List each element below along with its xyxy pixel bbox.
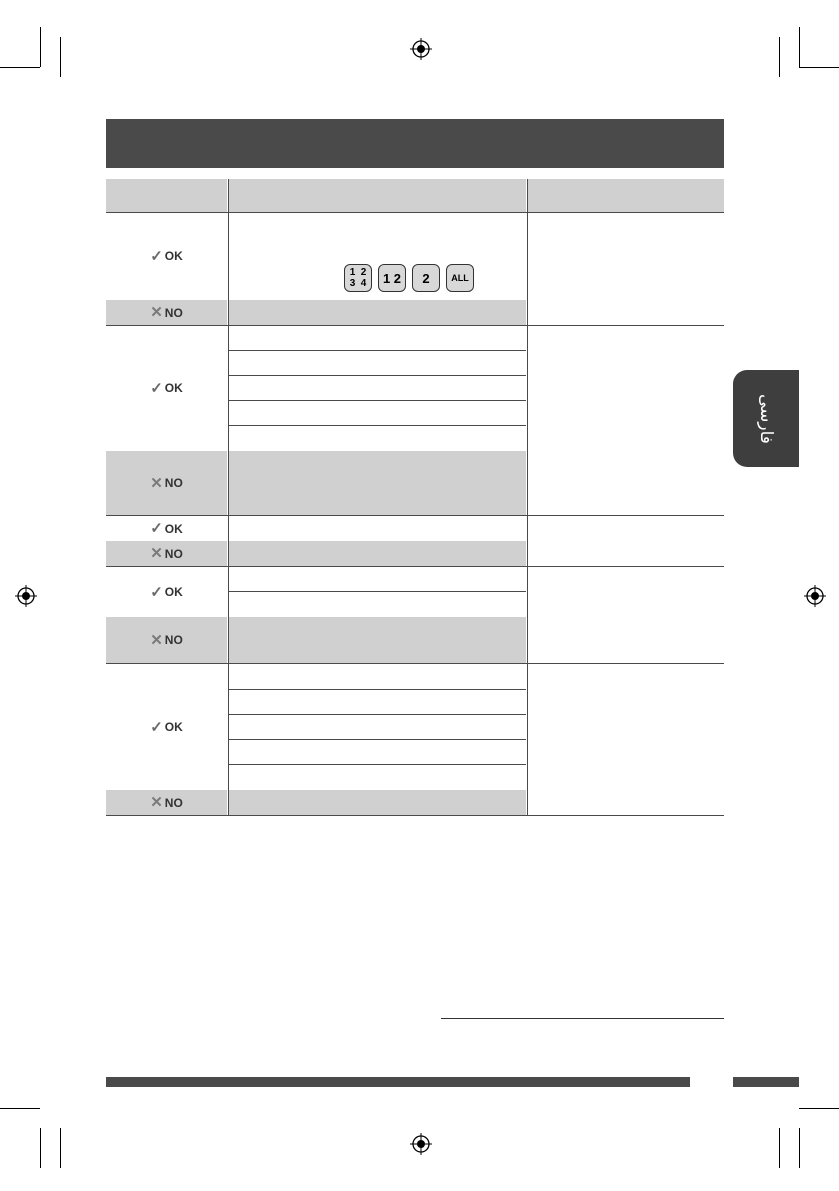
region-code-all-icon: ALL (446, 264, 474, 292)
check-icon: ✓ (150, 520, 163, 537)
footer-bar (106, 1077, 690, 1087)
no-status (106, 451, 227, 515)
row-rule (229, 714, 526, 715)
footer-page-bar (733, 1077, 799, 1087)
check-icon: ✓ (150, 583, 163, 601)
no-row-cell (229, 541, 526, 566)
no-row-cell (229, 790, 526, 815)
crop-mark (779, 37, 780, 77)
cross-icon: ✕ (150, 631, 163, 649)
column-header-disc-type (229, 179, 526, 212)
no-label: NO (164, 633, 183, 647)
crop-mark (799, 67, 839, 68)
crop-mark (0, 1108, 40, 1109)
crop-mark (60, 1128, 61, 1168)
registration-mark-icon (15, 585, 37, 607)
no-label: NO (164, 546, 183, 561)
column-divider (228, 179, 229, 815)
no-row-cell (229, 451, 526, 515)
region-code-1234-icon: 1 2 3 4 (344, 264, 372, 292)
region-icons (344, 264, 484, 294)
cross-icon: ✕ (150, 474, 163, 492)
language-tab-label: فارسی (756, 393, 776, 444)
row-rule (229, 591, 526, 592)
row-rule (229, 764, 526, 765)
crop-mark (779, 1128, 780, 1168)
ok-label: OK (164, 249, 183, 263)
no-status (106, 541, 227, 566)
table-bottom-rule (106, 815, 724, 816)
no-status (106, 617, 227, 663)
region-code-12-icon: 1 2 (378, 264, 406, 292)
no-row-cell (229, 300, 526, 325)
region-code-2-icon: 2 (412, 264, 440, 292)
cross-icon: ✕ (150, 545, 163, 562)
row-rule (229, 400, 526, 401)
registration-mark-icon (804, 585, 826, 607)
check-icon: ✓ (150, 379, 163, 397)
row-rule (229, 425, 526, 426)
registration-mark-icon (410, 38, 432, 60)
footnote-rule (441, 1018, 724, 1019)
cross-icon: ✕ (150, 304, 163, 321)
language-tab (733, 370, 799, 467)
ok-label: OK (164, 720, 183, 734)
ok-label: OK (164, 521, 183, 536)
ok-status (106, 567, 227, 617)
crop-mark (60, 37, 61, 77)
crop-mark (799, 27, 800, 67)
crop-mark (799, 1128, 800, 1168)
row-rule (229, 689, 526, 690)
check-icon: ✓ (150, 247, 163, 265)
crop-mark (40, 1128, 41, 1168)
registration-mark-icon (410, 1133, 432, 1155)
crop-mark (0, 67, 40, 68)
section-header-bar (106, 119, 724, 168)
crop-mark (799, 1108, 839, 1109)
row-rule (229, 375, 526, 376)
ok-status (106, 516, 227, 541)
column-header-status (106, 179, 227, 212)
ok-status (106, 212, 227, 300)
row-rule (229, 739, 526, 740)
column-header-notes (528, 179, 724, 212)
no-status (106, 300, 227, 325)
row-rule (229, 350, 526, 351)
no-label: NO (164, 795, 183, 810)
cross-icon: ✕ (150, 794, 163, 811)
no-status (106, 790, 227, 815)
ok-label: OK (164, 381, 183, 395)
no-row-cell (229, 617, 526, 663)
check-icon: ✓ (150, 718, 163, 736)
ok-status (106, 325, 227, 451)
crop-mark (40, 27, 41, 67)
ok-label: OK (164, 585, 183, 599)
no-label: NO (164, 476, 183, 490)
ok-status (106, 664, 227, 790)
column-divider (527, 179, 528, 815)
no-label: NO (164, 305, 183, 320)
